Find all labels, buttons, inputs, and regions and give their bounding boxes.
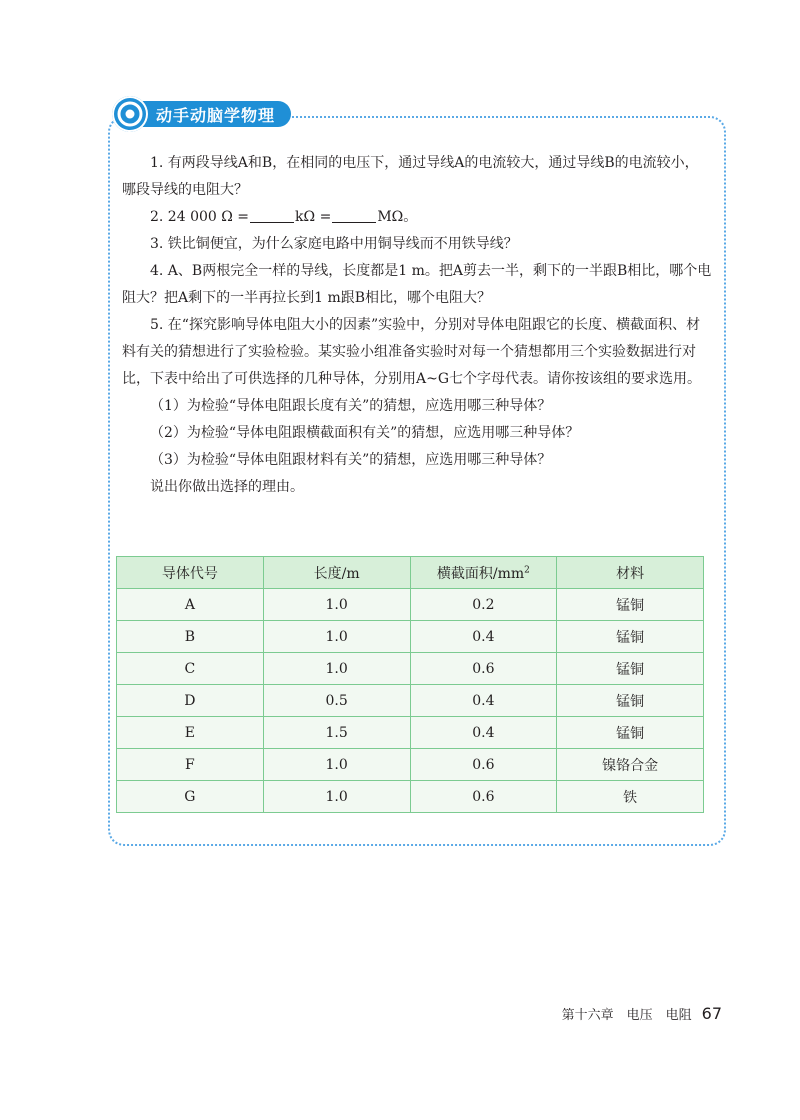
table-row xyxy=(117,653,704,685)
table-cell: A xyxy=(117,589,264,621)
table-cell: 0.5 xyxy=(263,685,410,717)
chapter-title: 第十六章 电压 电阻 xyxy=(561,1008,692,1023)
table-cell: 0.4 xyxy=(410,621,557,653)
question-5-part-1: （1）为检验“导体电阻跟长度有关”的猜想，应选用哪三种导体？ xyxy=(150,398,552,414)
header-code: 导体代号 xyxy=(117,557,264,589)
header-area xyxy=(410,557,557,589)
page-footer xyxy=(562,1004,722,1023)
table-cell: 1.0 xyxy=(263,653,410,685)
table-cell: 0.6 xyxy=(410,653,557,685)
questions xyxy=(122,150,712,501)
page-number: 67 xyxy=(701,1004,722,1023)
table-cell: 镍铬合金 xyxy=(557,749,704,781)
table-cell: 0.2 xyxy=(410,589,557,621)
table-row xyxy=(117,621,704,653)
conductor-table xyxy=(116,556,704,813)
question-1: 1. 有两段导线A和B，在相同的电压下，通过导线A的电流较大，通过导线B的电流较小，哪段导线的电阻大？ xyxy=(122,155,699,198)
table-row xyxy=(117,781,704,813)
table-row xyxy=(117,589,704,621)
header-material: 材料 xyxy=(557,557,704,589)
table-cell: 1.0 xyxy=(263,781,410,813)
table-cell: 1.0 xyxy=(263,621,410,653)
table-cell: 1.0 xyxy=(263,749,410,781)
question-4: 4. A、B两根完全一样的导线，长度都是1 m。把A剪去一半，剩下的一半跟B相比，哪个电阻大？把A剩下的一半再拉长到1 m跟B相比，哪个电阻大？ xyxy=(122,263,712,306)
question-2-mid: kΩ = xyxy=(295,209,332,225)
table-cell: B xyxy=(117,621,264,653)
table-cell: G xyxy=(117,781,264,813)
question-2 xyxy=(122,204,712,231)
table-cell: 锰铜 xyxy=(557,653,704,685)
section-header xyxy=(112,96,291,132)
table-cell: C xyxy=(117,653,264,685)
table-row xyxy=(117,749,704,781)
table-cell: D xyxy=(117,685,264,717)
question-3: 3. 铁比铜便宜，为什么家庭电路中用铜导线而不用铁导线？ xyxy=(150,236,518,252)
table-row xyxy=(117,685,704,717)
table-cell: 0.6 xyxy=(410,749,557,781)
table-cell: F xyxy=(117,749,264,781)
table-row xyxy=(117,717,704,749)
table-cell: 铁 xyxy=(557,781,704,813)
table-cell: 锰铜 xyxy=(557,589,704,621)
table-cell: 锰铜 xyxy=(557,621,704,653)
table-cell: E xyxy=(117,717,264,749)
table-cell: 0.4 xyxy=(410,685,557,717)
question-5-end: 说出你做出选择的理由。 xyxy=(150,479,304,495)
question-2-suffix: MΩ。 xyxy=(377,209,418,225)
table-cell: 0.4 xyxy=(410,717,557,749)
table-body xyxy=(117,589,704,813)
section-icon xyxy=(112,96,148,132)
answer-blank-1 xyxy=(250,207,294,223)
header-area-sup: 2 xyxy=(524,564,530,575)
target-icon xyxy=(117,101,143,127)
table-cell: 锰铜 xyxy=(557,685,704,717)
table-cell: 1.0 xyxy=(263,589,410,621)
table-cell: 锰铜 xyxy=(557,717,704,749)
answer-blank-2 xyxy=(332,207,376,223)
question-5-part-2: （2）为检验“导体电阻跟横截面积有关”的猜想，应选用哪三种导体？ xyxy=(150,425,580,441)
question-2-prefix: 2. 24 000 Ω = xyxy=(150,209,250,225)
table-cell: 0.6 xyxy=(410,781,557,813)
table-header-row xyxy=(117,557,704,589)
header-length: 长度/m xyxy=(263,557,410,589)
section-title: 动手动脑学物理 xyxy=(136,101,291,127)
table-cell: 1.5 xyxy=(263,717,410,749)
header-area-text: 横截面积/mm xyxy=(436,565,525,582)
question-5-part-3: （3）为检验“导体电阻跟材料有关”的猜想，应选用哪三种导体？ xyxy=(150,452,552,468)
question-5: 5. 在“探究影响导体电阻大小的因素”实验中，分别对导体电阻跟它的长度、横截面积、材料有关的猜想进行了实验检验。某实验小组准备实验时对每一个猜想都用三个实验数据进行对比，下表中给出了可供选择的几种导体，分别用A~G七个字母代表。请你按该组的要求选用。 xyxy=(122,317,702,387)
